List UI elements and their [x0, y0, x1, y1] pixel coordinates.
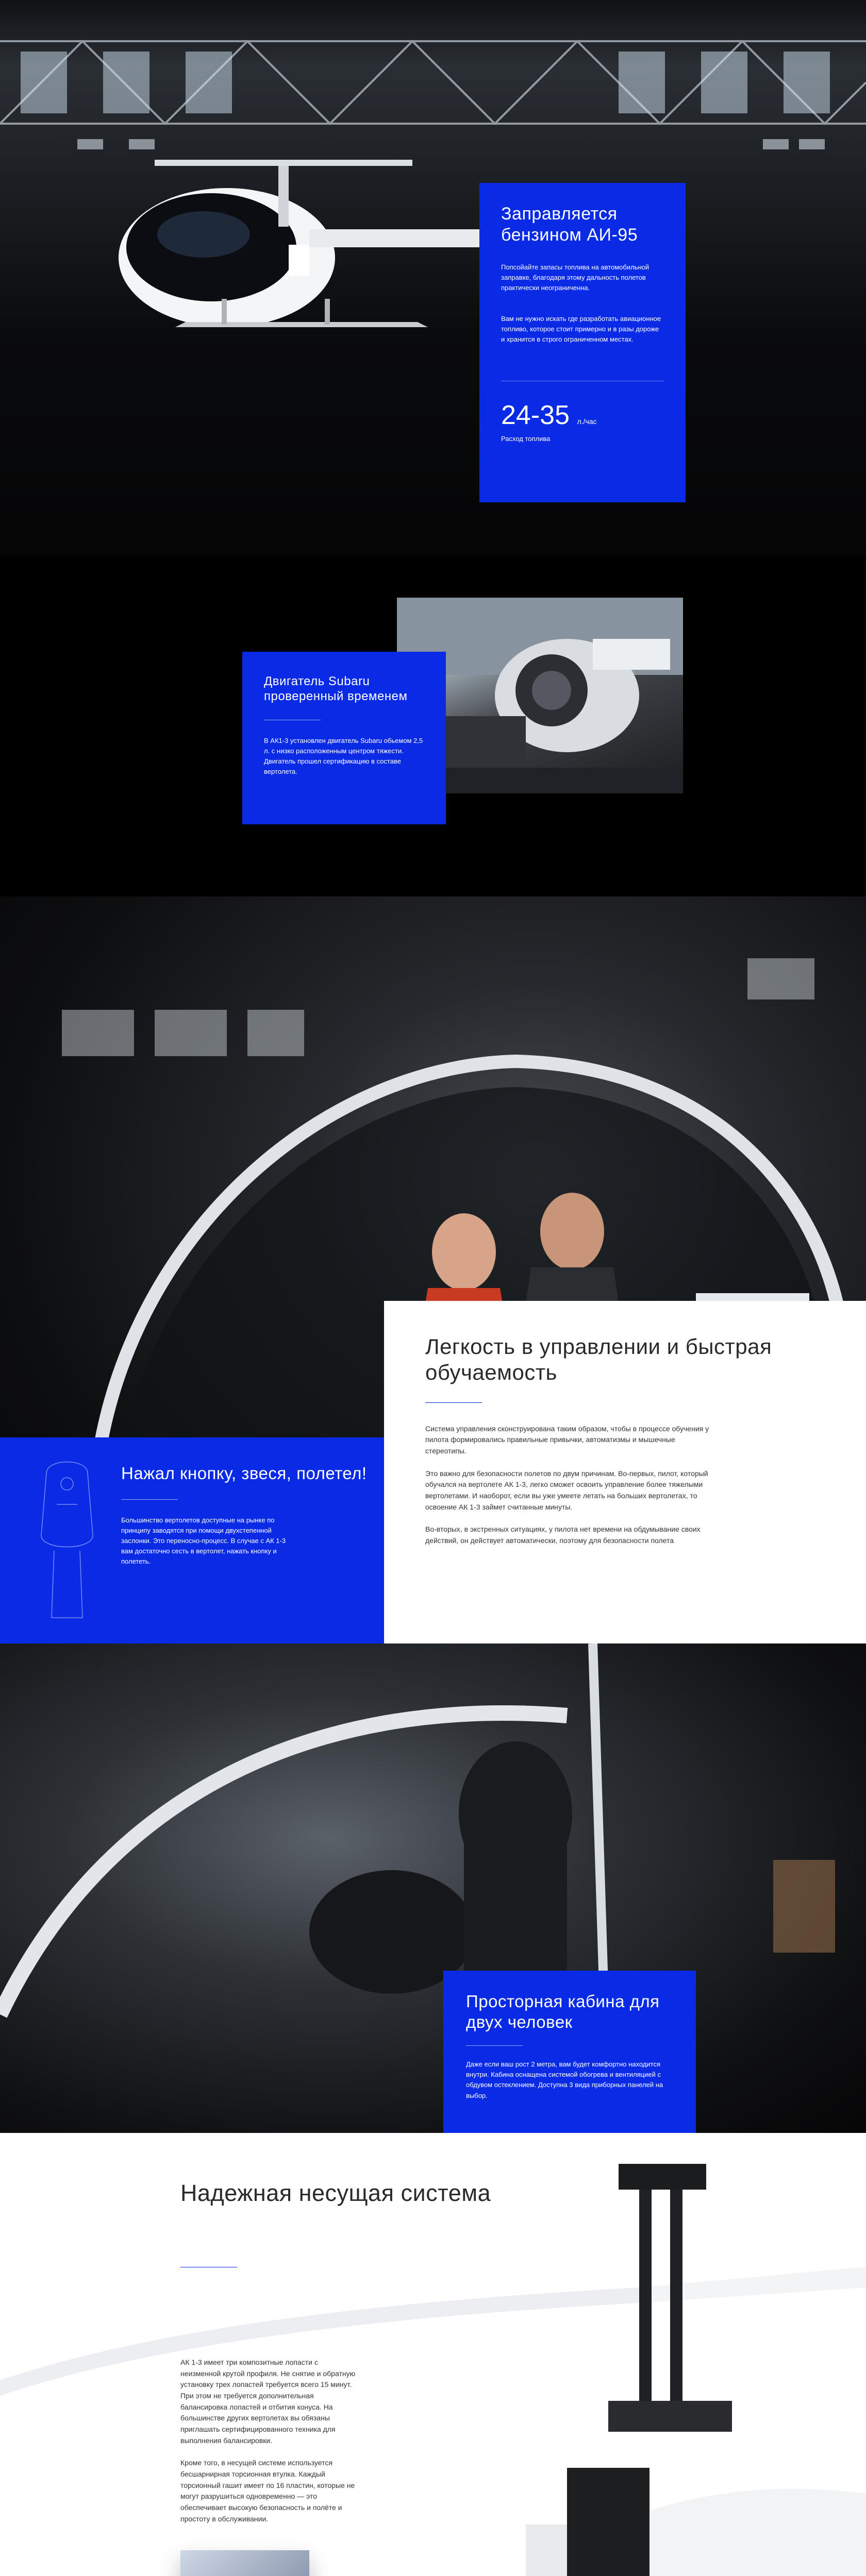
ease-divider — [425, 1402, 482, 1403]
fuel-number: 24-35 — [501, 400, 570, 431]
engine-info-card — [242, 652, 446, 824]
rotor-paragraph-2: Кроме того, в несущей системе используется бесшарнирная торсионная втулка. Каждый торсионный гашит имеет по 16 пластин, которые не могут разрушиться одновременно — это обеспечивает высокую безопасность и полёте и простоту в обслуживании. — [180, 2459, 355, 2523]
button-body: Большинство вертолетов доступные на рынке по принципу заводятся при помощи двухстепенной заслонки. Это переносно-процесс. В случае с АК 1-3 вам достаточно сесть в вертолет, нажать кнопку и полететь. — [121, 1516, 286, 1566]
rotor-title: Надежная несущая система — [180, 2180, 491, 2206]
fuel-paragraph-2: Вам не нужно искать где разработать авиационное топливо, которое стоит примерно и в разы дороже и хранится в строго ограниченном местах. — [501, 315, 661, 344]
push-button-start-card — [0, 1437, 384, 1643]
ease-title: Легкость в управлении и быстрая обучаемость — [425, 1334, 772, 1385]
cabin-title: Просторная кабина для двух человек — [466, 1992, 660, 2031]
ease-paragraph-2: Это важно для безопасности полетов по двум причинам. Во-первых, пилот, который обучался на вертолете АК 1-3, легко сможет освоить управление более тяжелыми вертолетами. И наоборот, если вы уже умеете летать на больших вертолетах, то освоение АК 1-3 займет считанные минуты. — [425, 1469, 708, 1511]
rotor-body — [180, 2357, 358, 2524]
cabin-body: Даже если ваш рост 2 метра, вам будет комфортно находится внутри. Кабина оснащена системой обогрева и вентиляцией с обдувом остеклением. Доступна 3 вида приборных панелей на выбор. — [466, 2060, 663, 2099]
engine-body: В АК1-3 установлен двигатель Subaru обьемом 2,5 л. с низко расположенным центром тяжести. Двигатель прошел сертификацию в составе вертолета. — [264, 736, 423, 776]
cabin-info-card — [443, 1971, 696, 2133]
cabin-divider — [466, 2045, 523, 2046]
ease-paragraph-3: Во-вторых, в экстренных ситуациях, у пилота нет времени на обдумывание своих действий, он действует автоматически, поэтому для безопасности полета — [425, 1524, 701, 1545]
cabin-photo-art — [0, 1643, 866, 2133]
ease-paragraph-1: Система управления сконструирована таким образом, чтобы в процессе обучения у пилота формировались правильные привычки, автоматизмы и мышечные стереотипы. — [425, 1424, 709, 1455]
rotor-video-thumbnail[interactable] — [180, 2550, 309, 2576]
fuel-title: Заправляется бензином АИ-95 — [501, 204, 638, 245]
fuel-paragraph-1: Попсойайте запасы топлива на автомобильной заправке, благодаря этому дальность полетов практически неограниченна. — [501, 263, 649, 292]
fuel-info-card — [479, 183, 686, 502]
fuel-consumption-value — [501, 400, 664, 431]
rotor-paragraph-1: АК 1-3 имеет три композитные лопасти с неизменной крутой профиля. Не снятие и обратную установку трех лопастей требуется всего 15 минут. При этом не требуется дополнительная балансировка лопастей и отбития конуса. На большинстве других вертолетах вы обязаны приглашать сертифицированного техника для выполнения балансировки. — [180, 2358, 356, 2445]
fuel-caption: Расход топлива — [501, 435, 551, 443]
ease-body — [425, 1423, 714, 1547]
ease-of-control-card — [384, 1301, 866, 1643]
joystick-sketch-icon — [15, 1453, 119, 1628]
fuel-unit: л./час — [577, 417, 597, 426]
button-divider — [121, 1499, 178, 1500]
cabin-section — [0, 1643, 866, 2133]
button-title: Нажал кнопку, звеся, полетел! — [121, 1464, 367, 1483]
engine-title: Двигатель Subaru проверенный временем — [264, 674, 408, 703]
hangar-hero-section — [0, 0, 866, 556]
